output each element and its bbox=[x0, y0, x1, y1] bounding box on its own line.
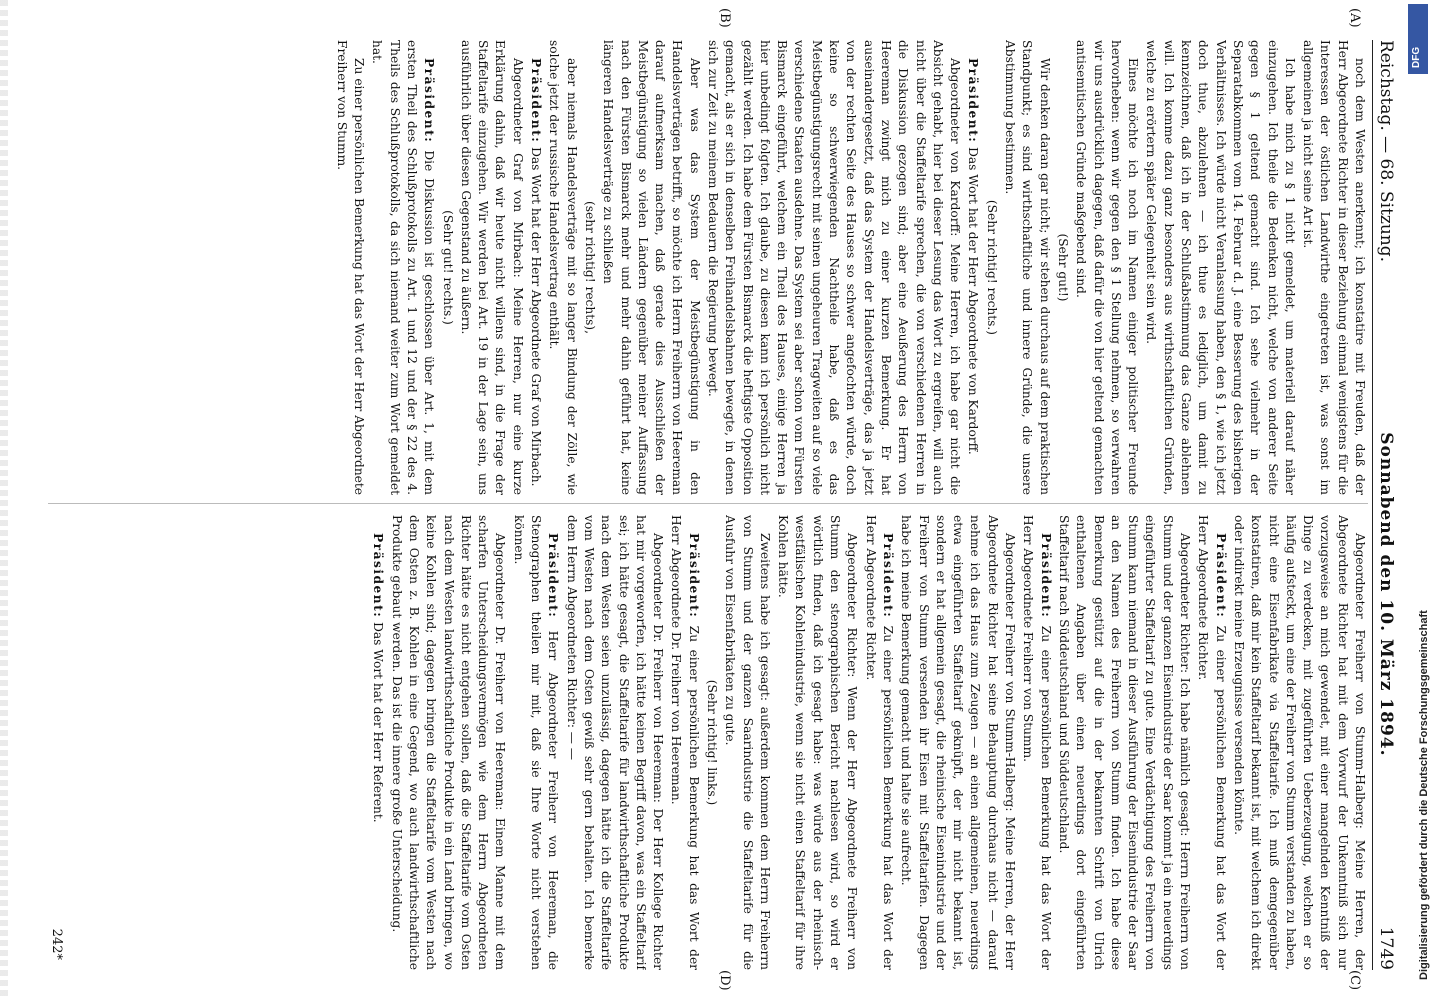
right-paragraph bbox=[1194, 515, 1229, 970]
right-paragraph bbox=[1230, 515, 1368, 970]
paragraph-text: Zu einer persönlichen Bemerkung hat das Wort der Herr Abgeordnete Freiherr von Stumm. bbox=[334, 40, 367, 495]
paragraph-text: Abgeordneter von Kardorff: Meine Herren, ich habe gar nicht die Absicht gehabt, hier bei dieser Lesung das Wort zu ergreifen, will auch nicht über die Staffeltarife sprechen, die von verschiedenen Herren in die Diskussion gezogen sind; aber eine Aeußerung des Herrn von Heereman zwingt mich zu einer kurzen Bemerkung. Er hat auseinandergesetzt, daß das System der Handelsverträge, das ja jetzt von der rechten Seite des Hauses so schwer angefochten würde, doch keine so schwerwiegenden Nachtheile habe, daß es das Meistbegünstigungsrecht mit seinen ungeheuren Tragweiten auf so viele verschiedene Staaten ausdehne. Das System sei aber schon vom Fürsten Bismarck eingeführt, welchem ein Theil des Hauses, einige Herren ja hier unbedingt folgten. Ich glaube, zu diesen kann ich persönlich nicht gezählt werden. Ich habe dem Fürsten Bismarck die heftigste Opposition gemacht, als er sich in denselben Freihandelsbahnen bewegte, in denen sich zur Zeit zu meinem Bedauern die Regierung bewegt. bbox=[706, 40, 963, 495]
right-paragraph bbox=[897, 515, 1018, 970]
right-paragraph bbox=[387, 515, 508, 970]
speaker-label: Präsident: bbox=[880, 533, 895, 619]
left-paragraph bbox=[1072, 40, 1141, 495]
speaker-label: Präsident: bbox=[529, 58, 544, 144]
left-paragraph bbox=[581, 40, 598, 495]
right-paragraph bbox=[774, 515, 860, 970]
paragraph-text: Abgeordneter Dr. Freiherr von Heereman: Der Herr Kollege Richter hat mir vorgeworfen, ich hätte keinen Begriff davon, was ein Staffeltarif sei; ich hätte gesagt, die Staffeltarife für landwirthschaftliche Produkte nach dem Westen seien unzulässig, dagegen hätte ich die Staffeltarife vom Westen nach dem Osten gewiß sehr gern behalten. Ich bemerke dem Herrn Abgeordneten Richter: — — bbox=[564, 515, 666, 970]
paragraph-text: Zu einer persönlichen Bemerkung hat das Wort der Herr Abgeordnete Richter. bbox=[863, 515, 895, 970]
paragraph-text: Das Wort hat der Herr Abgeordnete Graf von Mirbach. bbox=[529, 147, 544, 487]
paragraph-text: noch dem Westen anerkennt; ich konstatire mit Freuden, daß der Herr Abgeordnete Richter in dieser Beziehung einmal wenigstens für die Interessen der östlichen Landwirthe eingetreten ist, was sonst im allgemeinen ja nicht seine Art ist. bbox=[1301, 40, 1367, 495]
speaker-label: Präsident: bbox=[966, 58, 981, 144]
dfg-logo-text: DFG bbox=[1411, 46, 1422, 68]
paragraph-text: (Sehr gut! rechts.) bbox=[440, 210, 455, 325]
right-paragraph bbox=[667, 515, 702, 970]
paragraph-text: Abgeordneter Graf von Mirbach: Meine Herren, nur eine kurze Erklärung dahin, daß wir heute nicht willens sind, in die Frage der Staffeltarife einzugehen. Wir werden bei Art. 19 in der Lage sein, uns ausführlich über diesen Gegenstand zu äußern. bbox=[458, 40, 525, 495]
speaker-label: Präsident: bbox=[546, 533, 561, 619]
paragraph-text: Wir denken daran gar nicht; wir stehen durchaus auf dem praktischen Standpunkt; es sind wirthschaftliche und innere Gründe, die unsere Abstimmung bestimmen. bbox=[1003, 40, 1052, 495]
digitization-credit bbox=[1404, 80, 1430, 980]
speaker-label: Präsident: bbox=[1213, 533, 1228, 619]
left-paragraph bbox=[368, 40, 437, 495]
left-paragraph bbox=[545, 40, 580, 495]
left-paragraph bbox=[457, 40, 526, 495]
speaker-label: Präsident: bbox=[686, 533, 701, 619]
page-header bbox=[1372, 40, 1402, 970]
left-paragraph bbox=[1142, 40, 1298, 495]
paragraph-text: aber niemals Handelsverträge mit so langer Bindung der Zölle, wie solche jetzt der russische Handelsvertrag enthält. bbox=[547, 40, 579, 495]
margin-marker-a: (A) bbox=[1347, 8, 1362, 28]
paragraph-text: Das Wort hat der Herr Abgeordnete von Kardorff. bbox=[966, 147, 981, 455]
header-date: Sonnabend den 10. März 1894. bbox=[1376, 432, 1396, 757]
left-paragraph bbox=[1054, 40, 1071, 495]
right-paragraph bbox=[1019, 515, 1054, 970]
right-paragraph bbox=[369, 515, 386, 970]
paragraph-text: Herr Abgeordneter Freiherr von Heereman, die Stenographen theilen mir mit, daß sie Ihre Worte nicht verstehen können. bbox=[511, 515, 561, 970]
left-column bbox=[68, 40, 1368, 495]
dfg-logo bbox=[1408, 4, 1428, 74]
left-paragraph bbox=[982, 40, 999, 495]
speaker-label: Präsident: bbox=[1038, 533, 1053, 619]
paragraph-text: Ich habe mich zu § 1 nicht gemeldet, um materiell darauf näher einzugehen. Ich theile die Bedenken nicht, welche von anderer Seite gegen § 1 geltend gemacht sind. Ich sehe vielmehr in der Separatabkommen vom 14. Februar d. J. eine Besserung des bisherigen Verhältnisses. Ich würde nicht Veranlassung haben, den § 1, wie ich jetzt doch thue, abzulehnen — ich thue es lediglich, um damit zu kennzeichnen, daß ich in der Schlußabstimmung das Ganze ablehnen will. Ich komme dazu ganz besonders aus wirthschaftlichen Gründen, welche zu erörtern später Gelegenheit sein wird. bbox=[1144, 40, 1297, 495]
signature-mark: 242* bbox=[49, 928, 64, 960]
paragraph-text: (Sehr richtig! links.) bbox=[705, 679, 720, 806]
paragraph-text: Abgeordneter Freiherr von Stumm-Halberg: Meine Herren, der Herr Abgeordnete Richter hat seine Behauptung durchaus nicht — darauf nehme ich das Haus zum Zeugen — an einen allgemeinen, neuerdings etwa eingeführten Staffeltarif geknüpft, der mir nicht bekannt ist, sondern er hat allgemein gesagt, die rheinische Eisenindustrie und der Freiherr von Stumm versenden ihr Eisen mit Staffeltarifen. Dagegen habe ich meine Bemerkung gemacht und halte sie aufrecht. bbox=[899, 515, 1018, 970]
column-divider bbox=[48, 503, 1368, 504]
paragraph-text: Abgeordneter Freiherr von Stumm-Halberg: Meine Herren, der Abgeordnete Richter hat mit dem Vorwurf der Unkenntniß sich nur vorzugsweise an mich gewendet, mit einer mangelnden Kenntniß der Dinge zu verdecken, mit zugeführten Ueberzeugung, welchen er so häufig aufsteckt, um eine der Freiherr von Stumm verstanden zu haben, nicht eine Eisenfabrikate via Staffeltarife. Ich muß demgegenüber konstatiren, daß mir kein Staffeltarif bekannt ist, mit welchem ich direkt oder indirekt meine Erzeugnisse versenden könnte. bbox=[1231, 515, 1367, 970]
margin-marker-d: (D) bbox=[717, 970, 732, 991]
paragraph-text: Zu einer persönlichen Bemerkung hat das Wort der Herr Abgeordnete Dr. Freiherr von Heereman. bbox=[669, 515, 701, 970]
page-number: 1749 bbox=[1376, 926, 1396, 970]
speaker-label: Präsident: bbox=[422, 58, 437, 144]
paragraph-text: Abgeordneter Dr. Freiherr von Heereman: Einem Manne mit dem scharfen Unterscheidungsvermögen wie dem Herrn Abgeordneten Richter hätte es nicht entgehen sollen, daß die Staffeltarife vom Osten nach dem Westen landwirthschaftliche Produkte in ein Land bringen, wo keine Kohlen sind; dagegen bringen die Staffeltarife vom Westen nach dem Osten z. B. Kohlen in eine Gegend, wo auch landwirthschaftliche Produkte gebaut werden. Das ist die innere große Unterscheidung. bbox=[389, 515, 508, 970]
paragraph-text: Abgeordneter Richter: Wenn der Herr Abgeordnete Freiherr von Stumm den stenographischen Bericht nachlesen wird, so wird er wörtlich finden, daß ich gesagt habe: was würde aus der rheinisch-westfälischen Kohlenindustrie, wenn sie nicht einen Staffeltarif für ihre Kohlen hätte. bbox=[776, 515, 860, 970]
left-paragraph bbox=[599, 40, 703, 495]
right-paragraph bbox=[562, 515, 666, 970]
right-paragraph bbox=[1055, 515, 1193, 970]
paragraph-text: Zu einer persönlichen Bemerkung hat das Wort der Herr Abgeordnete Richter. bbox=[1196, 515, 1228, 970]
paragraph-text: Das Wort hat der Herr Referent. bbox=[371, 622, 386, 823]
margin-marker-b: (B) bbox=[717, 8, 732, 28]
left-paragraph bbox=[527, 40, 544, 495]
left-paragraph bbox=[1001, 40, 1053, 495]
header-left: Reichstag. — 68. Sitzung. bbox=[1376, 40, 1396, 263]
right-paragraph bbox=[861, 515, 896, 970]
right-column bbox=[28, 515, 1368, 970]
right-paragraph bbox=[703, 515, 720, 970]
speaker-label: Präsident: bbox=[371, 533, 386, 619]
left-paragraph bbox=[438, 40, 455, 495]
paragraph-text: Abgeordneter Richter: Ich habe nämlich gesagt: Herrn Freiherrn von Stumm und der ganzen Eisenindustrie der Saar kommt ja ein neuerdings eingeführter Staffeltarif zu gute. Eine Verdächtigung des Freiherrn von Stumm kann niemand in dieser Ausführung der Eisenindustrie der Saar an den Namen des Freiherrn von Stumm finden. Ich habe diese Bemerkung gestützt auf die in der bekannten Schrift von Ulrich enthaltenen Angaben über einen neuerdings dort eingeführten Staffeltarif nach Süddeutschland und Süddeutschland. bbox=[1056, 515, 1193, 970]
right-paragraph bbox=[721, 515, 773, 970]
paragraph-text: Zweitens habe ich gesagt: außerdem kommen dem Herrn Freiherrn von Stumm und der ganzen Saarindustrie die Staffeltarife für die Ausfuhr von Eisenfabrikaten zu gute. bbox=[723, 515, 772, 970]
left-paragraph bbox=[964, 40, 981, 495]
paragraph-text: Die Diskussion ist geschlossen über Art. 1, mit dem ersten Theil des Schlußprotokolls zu Art. 1 und 12 und der § 22 des 4. Theils des Schlußprotokolls, da sich niemand weiter zum Wort gemeldet hat. bbox=[370, 40, 437, 495]
paragraph-text: (sehr richtig! rechts), bbox=[582, 200, 597, 335]
paragraph-text: (Sehr richtig! rechts.) bbox=[984, 199, 999, 336]
left-paragraph bbox=[1299, 40, 1368, 495]
right-paragraph bbox=[509, 515, 561, 970]
paragraph-text: Zu einer persönlichen Bemerkung hat das Wort der Herr Abgeordnete Freiherr von Stumm. bbox=[1021, 515, 1053, 970]
credit-text: Digitalisierung gefördert durch die Deutsche Forschungsgemeinschaft bbox=[1418, 610, 1430, 980]
paragraph-text: Eines möchte ich noch im Namen einiger politischer Freunde hervorheben: wenn wir gegen den § 1 Stellung nehmen, so verwahren wir uns ausdrücklich dagegen, daß dafür die von hier geltend gemachten antisemitischen Gründe maßgebend sind. bbox=[1074, 40, 1141, 495]
margin-marker-c: (C) bbox=[1347, 970, 1362, 991]
paragraph-text: (Sehr gut!) bbox=[1055, 233, 1070, 302]
left-paragraph bbox=[332, 40, 367, 495]
left-paragraph bbox=[704, 40, 963, 495]
paragraph-text: Aber was das System der Meistbegünstigung in den Handelsverträgen betrifft, so möchte ich Herrn Freiherrn von Heereman darauf aufmerksam machen, daß gerade dies Ausschließen der Meistbegünstigung so vielen Ländern gegenüber meiner Auffassung nach den Fürsten Bismarck mehr und mehr dahin geführt hat, keine längeren Handelsverträge zu schließen bbox=[601, 40, 702, 495]
